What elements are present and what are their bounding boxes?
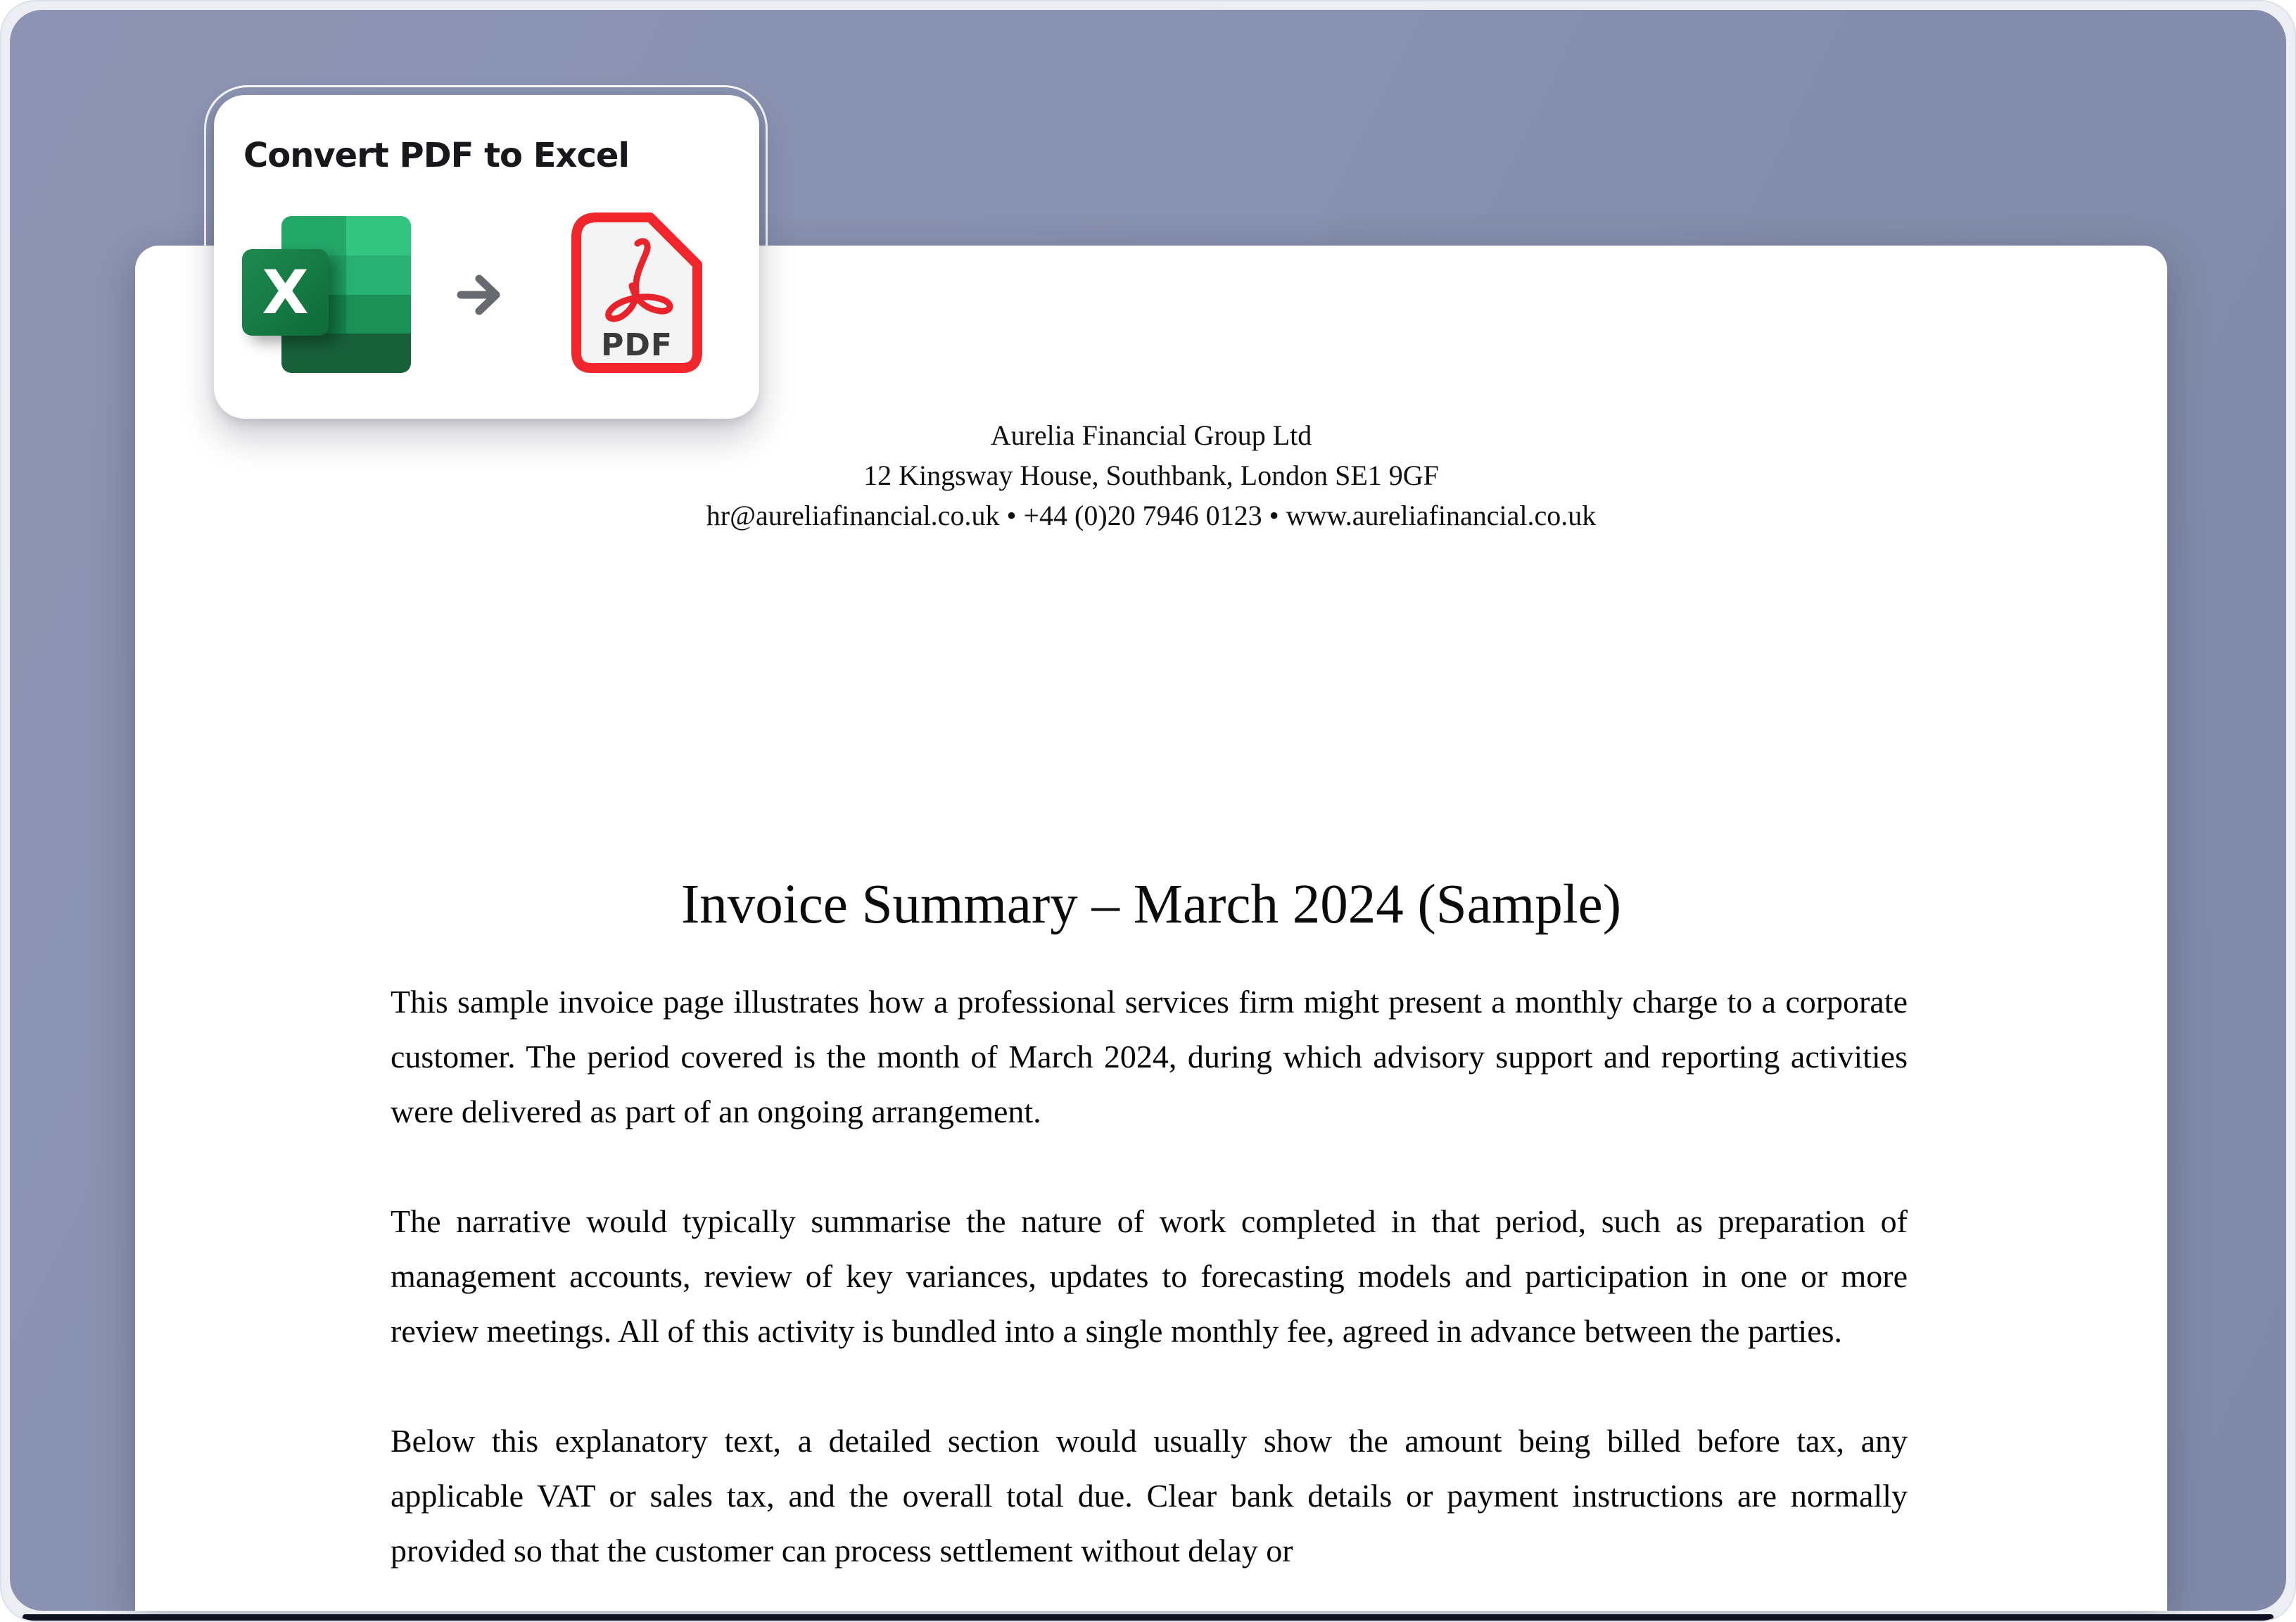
paragraph-2: The narrative would typically summarise the nature of work completed in that period, such as preparation of management accounts, review of key variances, updates to forecasting models and participation in one or more review meetings. All of this activity is bundled into a single monthly fee, agreed in advance between the parties. — [391, 1203, 1908, 1349]
pdf-icon — [570, 211, 704, 374]
company-contact: hr@aureliafinancial.co.uk • +44 (0)20 7946 0123 • www.aureliafinancial.co.uk — [706, 500, 1597, 531]
document-title: Invoice Summary – March 2024 (Sample) — [680, 874, 1622, 935]
bottom-frame-edge — [23, 1614, 2273, 1621]
pdf-label: PDF — [601, 327, 673, 363]
paragraph-1: This sample invoice page illustrates how a professional services firm might present a monthly charge to a corporate customer. The period covered is the month of March 2024, during which advisory support and reporting activities were delivered as part of an ongoing arrangement. — [391, 984, 1908, 1129]
paragraph-3: Below this explanatory text, a detailed section would usually show the amount being billed before tax, any applicable VAT or sales tax, and the overall total due. Clear bank details or payment instructions are normally provided so that the customer can process settlement without delay or — [391, 1423, 1908, 1569]
excel-x-tile: X — [242, 249, 329, 336]
company-name: Aurelia Financial Group Ltd — [990, 419, 1312, 451]
convert-pdf-to-excel-card[interactable] — [214, 95, 759, 419]
promo-card-title: Convert PDF to Excel — [243, 136, 629, 175]
document-letterhead — [135, 415, 2167, 536]
invoice-document-page — [135, 246, 2167, 1611]
excel-icon — [242, 216, 411, 373]
document-body — [391, 975, 1908, 1611]
company-address: 12 Kingsway House, Southbank, London SE1 9GF — [863, 460, 1439, 491]
arrow-right-icon — [457, 272, 509, 317]
